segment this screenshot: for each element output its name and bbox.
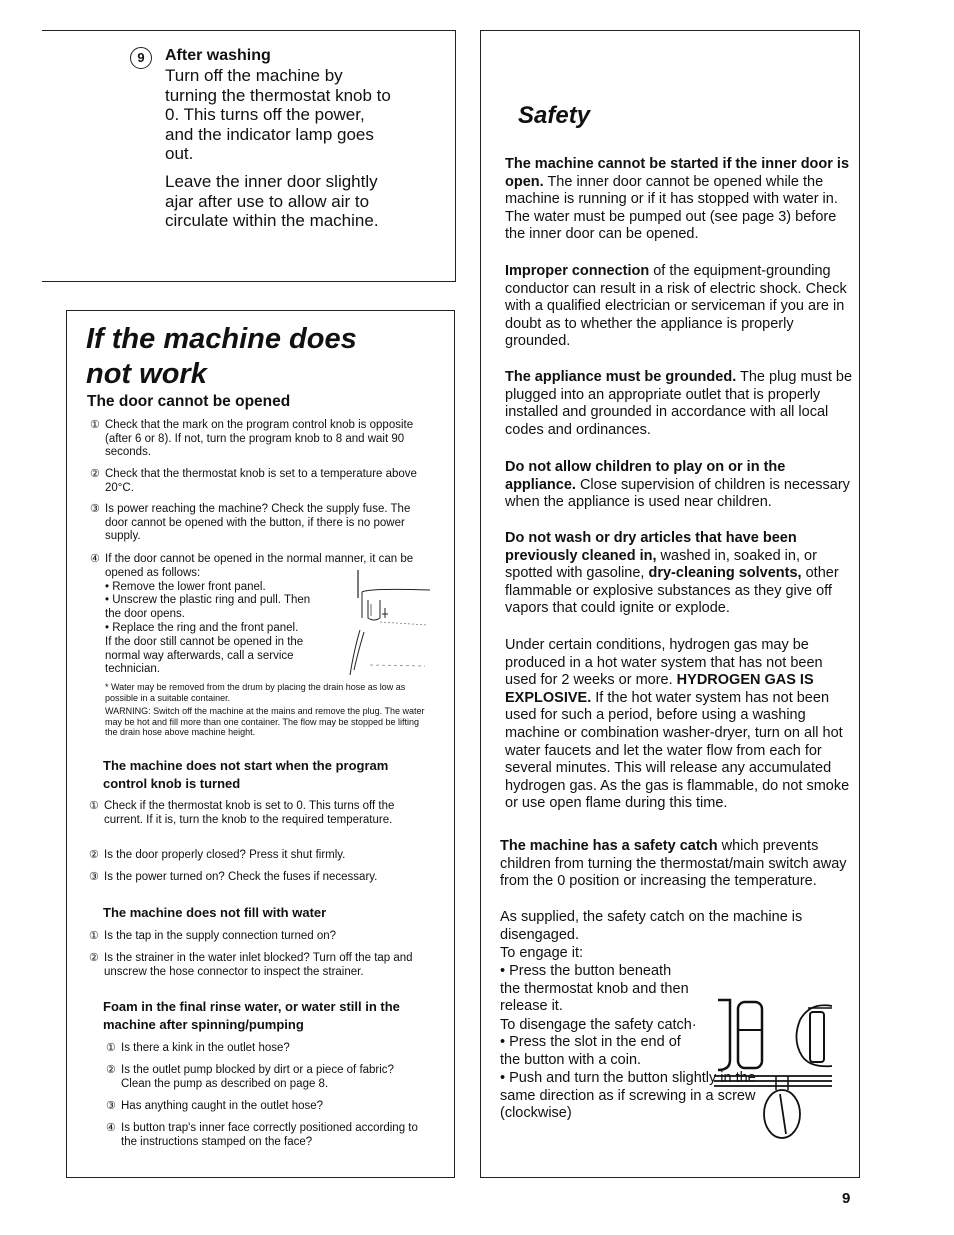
safety-engage-label: To engage it:: [500, 945, 584, 961]
foam-item-2: ② Is the outlet pump blocked by dirt or a piece of fabric? Clean the pump as described on page 8.: [106, 1064, 394, 1090]
start-item-3: ③ Is the power turned on? Check the fuses if necessary.: [89, 871, 378, 883]
safety-connection-paragraph: Improper connection of the equipment-grounding conductor can result in a risk of electric shock. Check with a qualified electrician or serviceman if you are in doubt as to whether the appliance is properly grounded.: [505, 263, 847, 350]
foam-item-4: ④ Is button trap's inner face correctly positioned according to the instructions stamped on the face?: [106, 1122, 418, 1148]
fill-item-2: ② Is the strainer in the water inlet blocked? Turn off the tap and unscrew the hose connector to inspect the strainer.: [89, 952, 413, 978]
door-item-1: ① Check that the mark on the program control knob is opposite (after 6 or 8). If not, turn the program knob to 8 and wait 90 seconds.: [90, 419, 414, 458]
safety-catch-supplied: As supplied, the safety catch on the machine is disengaged.: [500, 909, 803, 943]
step-number-badge: 9: [130, 47, 152, 69]
foam-item-3: ③ Has anything caught in the outlet hose?: [106, 1100, 324, 1112]
door-section-heading: The door cannot be opened: [87, 393, 291, 410]
safety-title: Safety: [518, 102, 591, 129]
troubleshooting-title: If the machine does not work: [86, 323, 357, 390]
start-section-heading: The machine does not start when the program control knob is turned: [103, 758, 389, 791]
safety-disengage-label: To disengage the safety catch·: [500, 1017, 697, 1033]
safety-hydrogen-paragraph: Under certain conditions, hydrogen gas may be produced in a hot water system that has not been used for 2 weeks or more. HYDROGEN GAS IS EXPLOSIVE. If the hot water system has not been used for such a period, before using a washing machine or combination washer-dryer, turn on all hot water faucets and let the water flow from each for several minutes. This will release any accumulated hydrogen gas. As the gas is flammable, do not smoke or use open flame during this time.: [505, 637, 850, 812]
safety-catch-paragraph: The machine has a safety catch which prevents children from turning the thermostat/main switch away from the 0 position or increasing the temperature.: [500, 838, 847, 890]
fill-section-heading: The machine does not fill with water: [103, 905, 327, 920]
safety-catch-illustration: [710, 990, 840, 1140]
door-bullet-2: • Unscrew the plastic ring and pull. Then the door opens.: [105, 594, 311, 620]
door-bullet-3: • Replace the ring and the front panel.: [105, 622, 299, 634]
after-washing-heading: After washing: [165, 47, 271, 64]
fill-item-1: ① Is the tap in the supply connection turned on?: [89, 930, 337, 942]
after-washing-paragraph-2: Leave the inner door slightly ajar after use to allow air to circulate within the machine.: [165, 172, 379, 230]
door-item-4: ④ If the door cannot be opened in the normal manner, it can be opened as follows:: [90, 553, 414, 579]
door-panel-illustration: [340, 570, 435, 680]
after-washing-paragraph-1: Turn off the machine by turning the thermostat knob to 0. This turns off the power, and the indicator lamp goes out.: [165, 66, 391, 163]
safety-children-paragraph: Do not allow children to play on or in the appliance. Close supervision of children is necessary when the appliance is used near children.: [505, 459, 850, 511]
safety-engage-bullet: • Press the button beneath the thermostat knob and then release it.: [500, 963, 689, 1015]
door-item-3: ③ Is power reaching the machine? Check the supply fuse. The door cannot be opened with the button, if there is no power supply.: [90, 503, 411, 542]
safety-door-paragraph: The machine cannot be started if the inner door is open. The inner door cannot be opened while the machine is running or if it has stopped with water in. The water must be pumped out (see page 3) before the inner door can be opened.: [505, 156, 850, 243]
foam-item-1: ① Is there a kink in the outlet hose?: [106, 1042, 290, 1054]
safety-disengage-bullet-2: • Push and turn the button slightly in the same direction as if screwing in a screw (clockwise): [500, 1070, 756, 1122]
door-item-2: ② Check that the thermostat knob is set to a temperature above 20°C.: [90, 468, 417, 494]
safety-grounded-paragraph: The appliance must be grounded. The plug must be plugged into an appropriate outlet that is properly installed and grounded in accordance with all local codes and ordinances.: [505, 369, 853, 438]
safety-solvents-paragraph: Do not wash or dry articles that have been previously cleaned in, washed in, soaked in, or spotted with gasoline, dry-cleaning solvents, other flammable or explosive substances as they give off vapors that could ignite or explode.: [505, 530, 839, 617]
page-number: 9: [842, 1190, 851, 1207]
start-item-2: ② Is the door properly closed? Press it shut firmly.: [89, 849, 346, 861]
door-bullet-1: • Remove the lower front panel.: [105, 581, 266, 593]
safety-disengage-bullet-1: • Press the slot in the end of the button with a coin.: [500, 1034, 681, 1068]
foam-section-heading: Foam in the final rinse water, or water still in the machine after spinning/pumping: [103, 999, 400, 1032]
door-note-warning: WARNING: Switch off the machine at the mains and remove the plug. The water may be hot and fill more than one container. The flow may be stopped be lifting the drain hose above machine height.: [105, 706, 425, 737]
start-item-1: ① Check if the thermostat knob is set to 0. This turns off the current. If it is, turn the knob to the required temperature.: [89, 800, 395, 826]
door-after-bullets: If the door still cannot be opened in the normal way afterwards, call a service technician.: [105, 636, 304, 675]
door-note-drum: * Water may be removed from the drum by placing the drain hose as low as possible in a suitable container.: [105, 682, 406, 703]
